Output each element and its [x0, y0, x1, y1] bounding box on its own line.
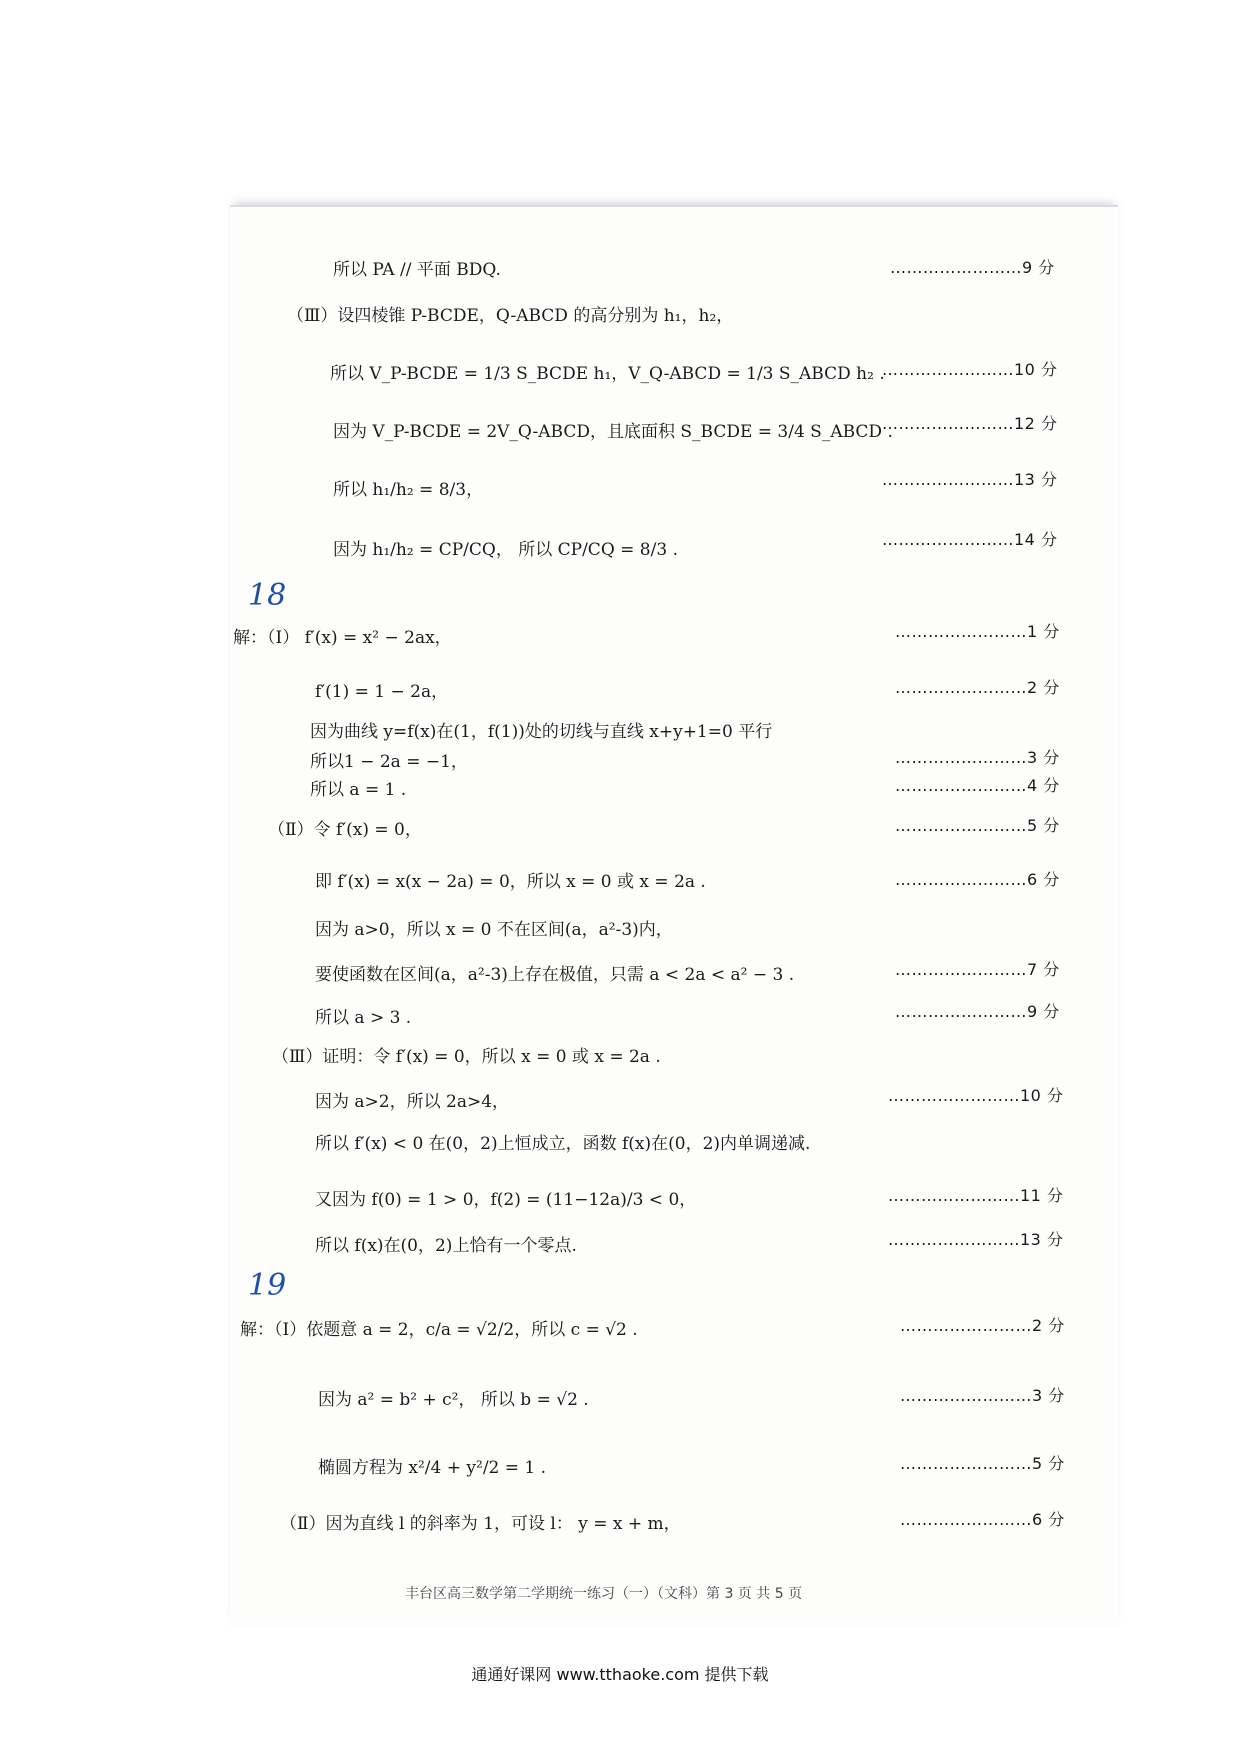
score-marker: ……………………9 分 — [890, 258, 1055, 277]
solution-line: 所以 a > 3 . — [315, 1008, 412, 1028]
solution-line: 所以 f′(x) < 0 在(0，2)上恒成立，函数 f(x)在(0，2)内单调递减. — [315, 1134, 811, 1154]
handwritten-question-number: 19 — [248, 1268, 287, 1303]
solution-line: 因为 a>0，所以 x = 0 不在区间(a，a²-3)内， — [315, 920, 673, 940]
score-marker: ……………………2 分 — [895, 678, 1060, 697]
score-marker: ……………………13 分 — [888, 1230, 1064, 1249]
solution-line: 要使函数在区间(a，a²-3)上存在极值，只需 a < 2a < a² − 3 . — [315, 965, 795, 985]
solution-line: f′(1) = 1 − 2a， — [315, 682, 449, 702]
solution-line: 因为曲线 y=f(x)在(1，f(1))处的切线与直线 x+y+1=0 平行 — [310, 722, 773, 742]
score-marker: ……………………1 分 — [895, 622, 1060, 641]
solution-line: 所以 V_P-BCDE = 1/3 S_BCDE h₁，V_Q-ABCD = 1/3 S_ABCD h₂ . — [330, 364, 885, 384]
solution-line: 解：（Ⅰ） f′(x) = x² − 2ax， — [233, 628, 452, 648]
solution-line: （Ⅲ）证明：令 f′(x) = 0，所以 x = 0 或 x = 2a . — [272, 1047, 661, 1067]
score-marker: ……………………3 分 — [900, 1386, 1065, 1405]
solution-line: （Ⅱ）令 f′(x) = 0， — [268, 820, 422, 840]
solution-line: 解：（Ⅰ）依题意 a = 2，c/a = √2/2，所以 c = √2 . — [240, 1320, 638, 1340]
score-marker: ……………………6 分 — [900, 1510, 1065, 1529]
solution-line: 又因为 f(0) = 1 > 0，f(2) = (11−12a)/3 < 0， — [315, 1190, 697, 1210]
solution-line: 椭圆方程为 x²/4 + y²/2 = 1 . — [318, 1458, 547, 1478]
score-marker: ……………………11 分 — [888, 1186, 1064, 1205]
score-marker: ……………………4 分 — [895, 776, 1060, 795]
score-marker: ……………………14 分 — [882, 530, 1058, 549]
solution-line: 因为 a² = b² + c²， 所以 b = √2 . — [318, 1390, 589, 1410]
solution-line: 所以 h₁/h₂ = 8/3， — [333, 480, 484, 500]
score-marker: ……………………7 分 — [895, 960, 1060, 979]
solution-line: 所以1 − 2a = −1， — [310, 752, 468, 772]
solution-line: 因为 h₁/h₂ = CP/CQ， 所以 CP/CQ = 8/3 . — [333, 540, 678, 560]
download-watermark: 通通好课网 www.tthaoke.com 提供下载 — [471, 1665, 769, 1684]
solution-line: 因为 V_P-BCDE = 2V_Q-ABCD，且底面积 S_BCDE = 3/4 S_ABCD . — [333, 422, 893, 442]
score-marker: ……………………5 分 — [895, 816, 1060, 835]
score-marker: ……………………2 分 — [900, 1316, 1065, 1335]
score-marker: ……………………10 分 — [888, 1086, 1064, 1105]
score-marker: ……………………10 分 — [882, 360, 1058, 379]
solution-line: 所以 f(x)在(0，2)上恰有一个零点. — [315, 1236, 577, 1256]
solution-line: 即 f′(x) = x(x − 2a) = 0，所以 x = 0 或 x = 2a . — [315, 872, 706, 892]
handwritten-question-number: 18 — [248, 578, 287, 613]
score-marker: ……………………3 分 — [895, 748, 1060, 767]
score-marker: ……………………5 分 — [900, 1454, 1065, 1473]
score-marker: ……………………12 分 — [882, 414, 1058, 433]
solution-line: 所以 PA // 平面 BDQ. — [333, 260, 501, 280]
solution-line: 因为 a>2，所以 2a>4， — [315, 1092, 510, 1112]
score-marker: ……………………9 分 — [895, 1002, 1060, 1021]
score-marker: ……………………13 分 — [882, 470, 1058, 489]
solution-line: （Ⅲ）设四棱锥 P-BCDE，Q-ABCD 的高分别为 h₁，h₂， — [287, 306, 734, 326]
solution-line: （Ⅱ）因为直线 l 的斜率为 1，可设 l： y = x + m， — [280, 1514, 681, 1534]
page-footer: 丰台区高三数学第二学期统一练习（一）（文科）第 3 页 共 5 页 — [405, 1586, 803, 1602]
solution-line: 所以 a = 1 . — [310, 780, 407, 800]
score-marker: ……………………6 分 — [895, 870, 1060, 889]
